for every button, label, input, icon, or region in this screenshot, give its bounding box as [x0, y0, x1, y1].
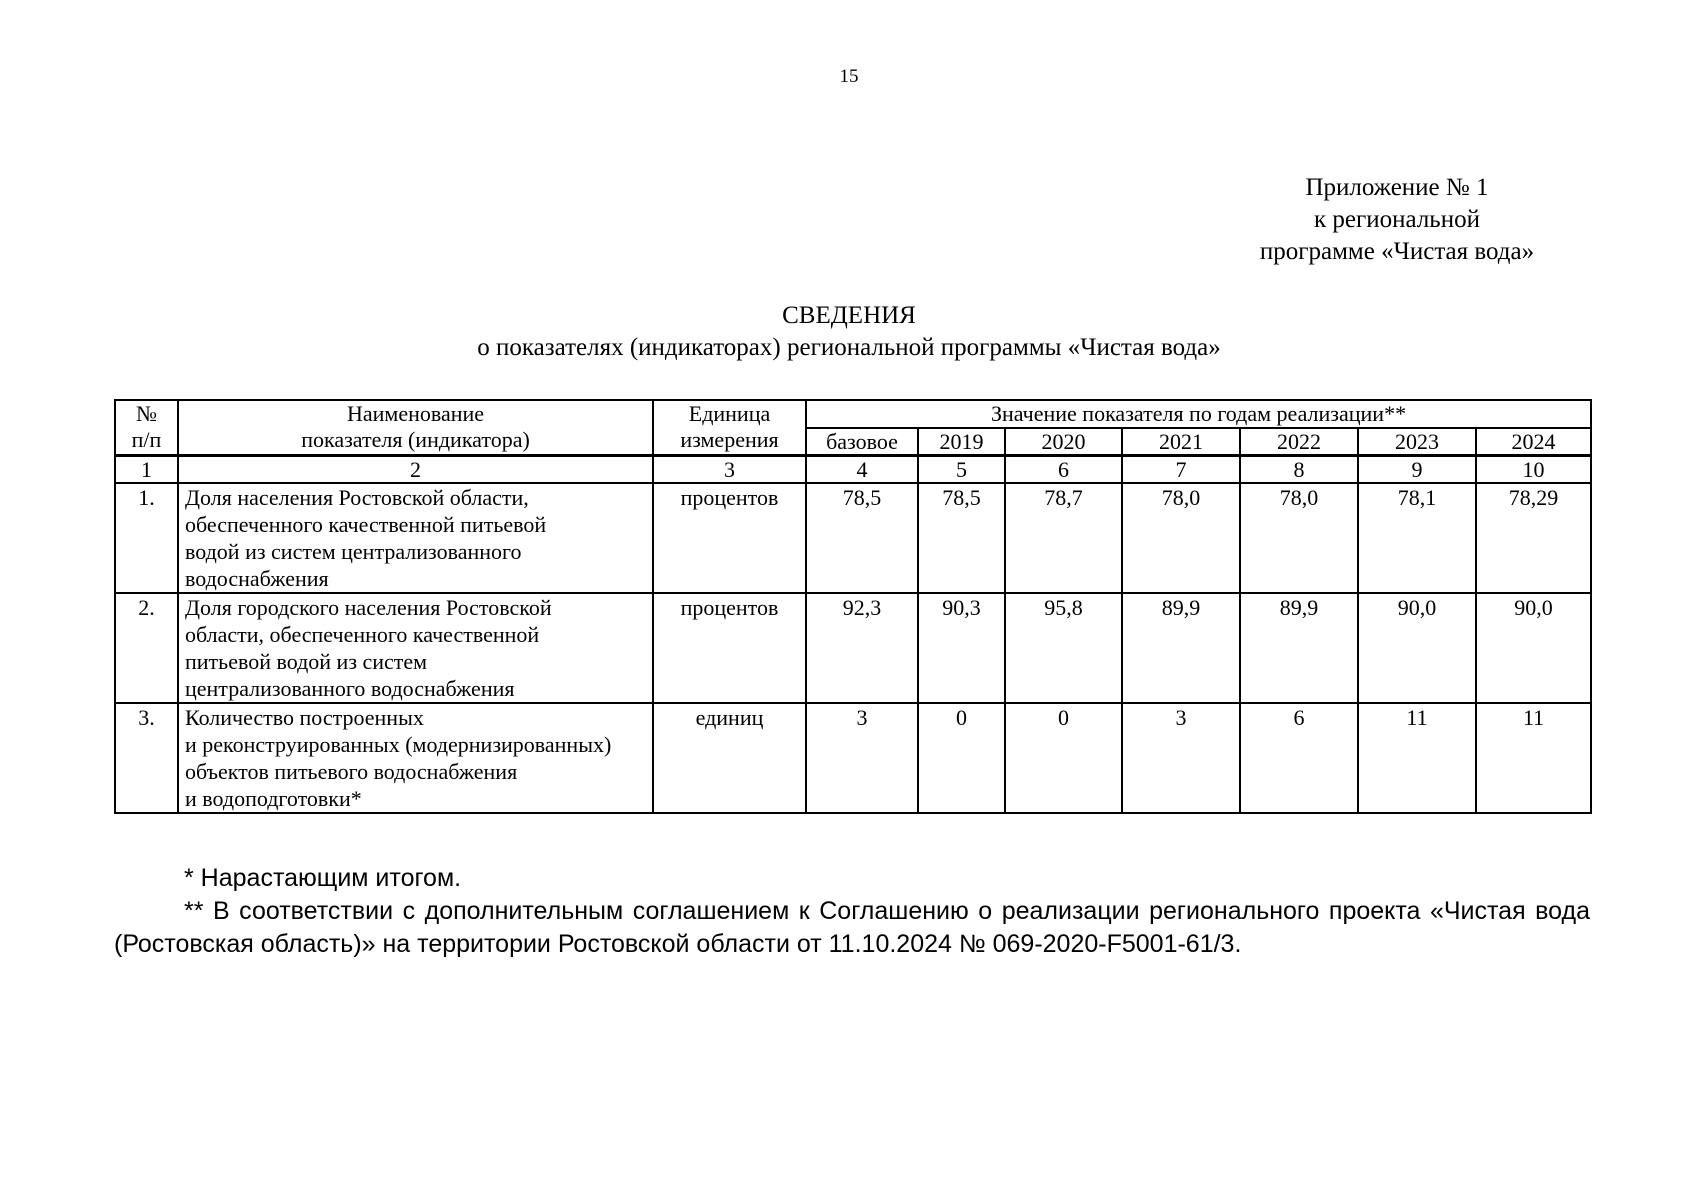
column-index-cell: 7: [1122, 456, 1240, 484]
column-index-cell: 4: [806, 456, 918, 484]
title-subheading: о показателях (индикаторах) региональной программы «Чистая вода»: [477, 334, 1221, 361]
value-cell: 78,0: [1240, 483, 1358, 593]
header-year: 2024: [1476, 428, 1591, 456]
value-cell: 92,3: [806, 593, 918, 703]
row-number: 1.: [115, 483, 178, 593]
footnote-2: ** В соответствии с дополнительным соглашением к Соглашению о реализации регионального проекта «Чистая вода (Ростовская область)» на территории Ростовской области от 11.10.2024 № 069-2020-F5001-61/3.: [114, 897, 1590, 958]
value-cell: 89,9: [1122, 593, 1240, 703]
indicators-table: [114, 399, 1592, 814]
column-index-cell: 2: [178, 456, 653, 484]
value-cell: 78,5: [806, 483, 918, 593]
value-cell: 90,0: [1476, 593, 1591, 703]
unit-cell: процентов: [653, 593, 806, 703]
column-index-cell: 6: [1005, 456, 1122, 484]
column-index-cell: 9: [1358, 456, 1476, 484]
column-index-row: [115, 456, 1591, 484]
header-year: базовое: [806, 428, 918, 456]
header-year: 2021: [1122, 428, 1240, 456]
indicator-name: Доля городского населения Ростовской области, обеспеченного качественной питьевой водой из систем централизованного водоснабжения: [178, 593, 653, 703]
table-row: [115, 593, 1591, 703]
header-row: [115, 400, 1591, 428]
appendix-line-2: к региональной: [1314, 206, 1480, 233]
row-number: 3.: [115, 703, 178, 813]
row-number: 2.: [115, 593, 178, 703]
header-num: № п/п: [115, 400, 178, 456]
table-row: [115, 483, 1591, 593]
value-cell: 0: [1005, 703, 1122, 813]
header-year: 2023: [1358, 428, 1476, 456]
value-cell: 6: [1240, 703, 1358, 813]
header-year: 2019: [918, 428, 1005, 456]
value-cell: 11: [1476, 703, 1591, 813]
document-title: [0, 300, 1698, 364]
value-cell: 11: [1358, 703, 1476, 813]
appendix-line-1: Приложение № 1: [1305, 174, 1489, 201]
column-index-cell: 3: [653, 456, 806, 484]
column-index-cell: 5: [918, 456, 1005, 484]
header-unit: Единица измерения: [653, 400, 806, 456]
indicator-name: Количество построенных и реконструированных (модернизированных) объектов питьевого водоснабжения и водоподготовки*: [178, 703, 653, 813]
value-cell: 3: [1122, 703, 1240, 813]
value-cell: 95,8: [1005, 593, 1122, 703]
value-cell: 78,7: [1005, 483, 1122, 593]
value-cell: 0: [918, 703, 1005, 813]
column-index-cell: 1: [115, 456, 178, 484]
table-row: [115, 703, 1591, 813]
column-index-cell: 10: [1476, 456, 1591, 484]
footnotes: [114, 862, 1590, 961]
header-year: 2020: [1005, 428, 1122, 456]
value-cell: 90,3: [918, 593, 1005, 703]
value-cell: 78,29: [1476, 483, 1591, 593]
unit-cell: единиц: [653, 703, 806, 813]
value-cell: 89,9: [1240, 593, 1358, 703]
unit-cell: процентов: [653, 483, 806, 593]
footnote-1: * Нарастающим итогом.: [184, 864, 462, 892]
value-cell: 78,0: [1122, 483, 1240, 593]
column-index-cell: 8: [1240, 456, 1358, 484]
appendix-line-3: программе «Чистая вода»: [1259, 238, 1535, 265]
page-number: 15: [839, 66, 859, 87]
indicator-name: Доля населения Ростовской области, обеспеченного качественной питьевой водой из систем централизованного водоснабжения: [178, 483, 653, 593]
header-year: 2022: [1240, 428, 1358, 456]
header-name: Наименование показателя (индикатора): [178, 400, 653, 456]
value-cell: 90,0: [1358, 593, 1476, 703]
value-cell: 3: [806, 703, 918, 813]
value-cell: 78,5: [918, 483, 1005, 593]
value-cell: 78,1: [1358, 483, 1476, 593]
appendix-header: [1232, 172, 1562, 268]
header-values-group: Значение показателя по годам реализации**: [806, 400, 1591, 428]
title-heading: СВЕДЕНИЯ: [782, 302, 916, 329]
